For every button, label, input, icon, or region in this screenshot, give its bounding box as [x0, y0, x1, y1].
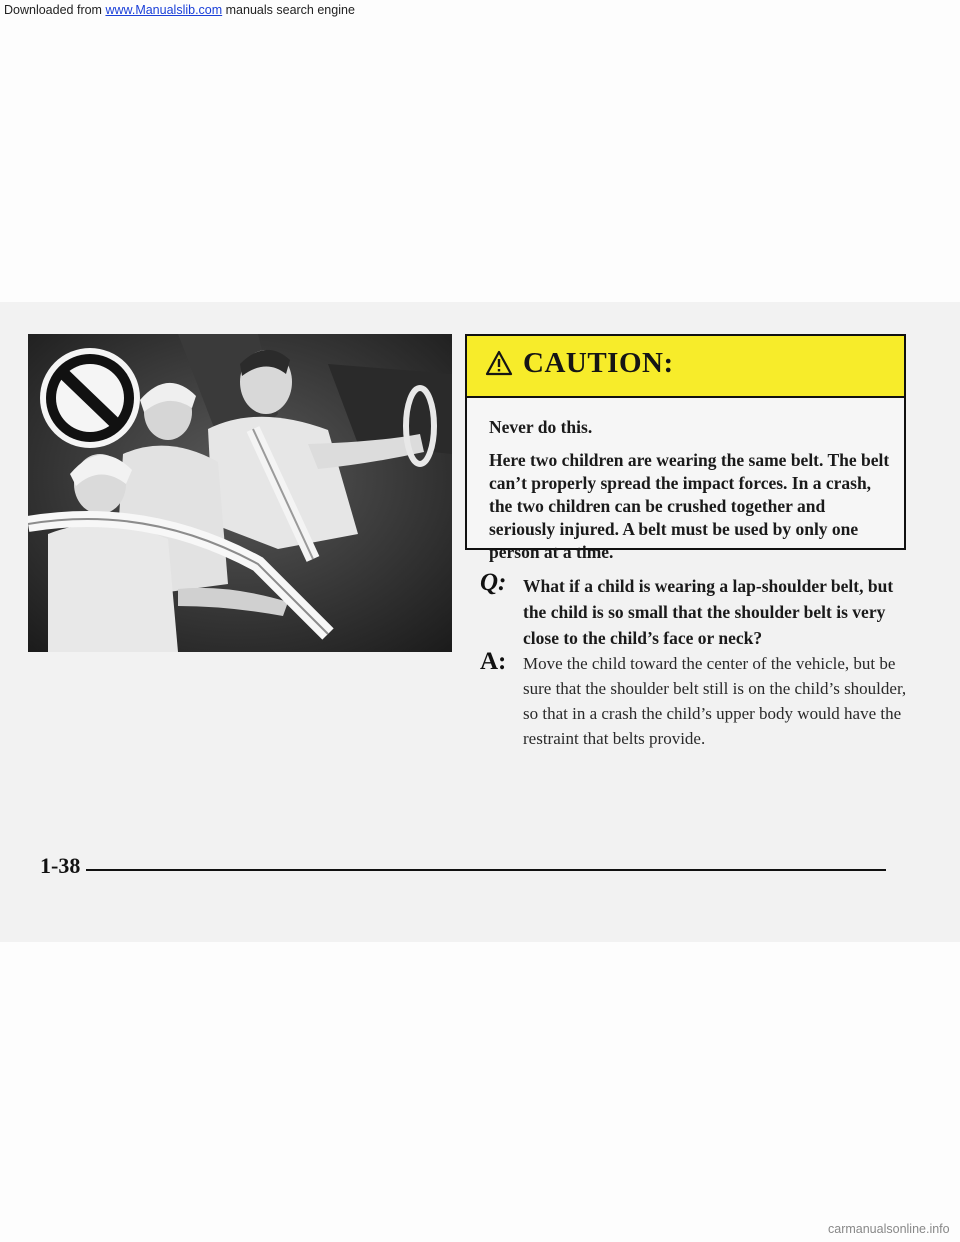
- watermark-suffix: manuals search engine: [222, 3, 355, 17]
- caution-paragraph: Never do this.: [489, 417, 593, 437]
- watermark-prefix: Downloaded from: [4, 3, 106, 17]
- warning-triangle-icon: [485, 350, 513, 376]
- page-number: 1-38: [40, 853, 81, 878]
- caution-body: [489, 416, 894, 574]
- illustration-svg: [28, 334, 452, 652]
- caution-header: [467, 336, 904, 398]
- question-text: What if a child is wearing a lap-shoulder belt, but the child is so small that the shoulder belt is very close to the child’s face or neck?: [523, 576, 894, 648]
- answer-marker: A:: [480, 648, 507, 675]
- illustration-children-sharing-belt: [28, 334, 452, 652]
- caution-paragraph: Here two children are wearing the same belt. The belt can’t properly spread the impact forces. In a crash, the two children can be crushed together and seriously injured. A belt must be used by only one person at a time.: [489, 450, 890, 562]
- question-marker: Q:: [480, 569, 507, 596]
- site-watermark: carmanualsonline.info: [828, 1222, 950, 1236]
- answer-text: Move the child toward the center of the vehicle, but be sure that the shoulder belt still is on the child’s shoulder, so that in a crash the child’s upper body would have the restraint that belts provide.: [523, 654, 907, 748]
- caution-box: [465, 334, 906, 562]
- prohibition-icon: [40, 348, 140, 448]
- download-watermark: [4, 3, 355, 17]
- footer-rule: [86, 869, 886, 871]
- manualslib-link[interactable]: www.Manualslib.com: [105, 3, 223, 17]
- caution-title: CAUTION:: [523, 347, 674, 379]
